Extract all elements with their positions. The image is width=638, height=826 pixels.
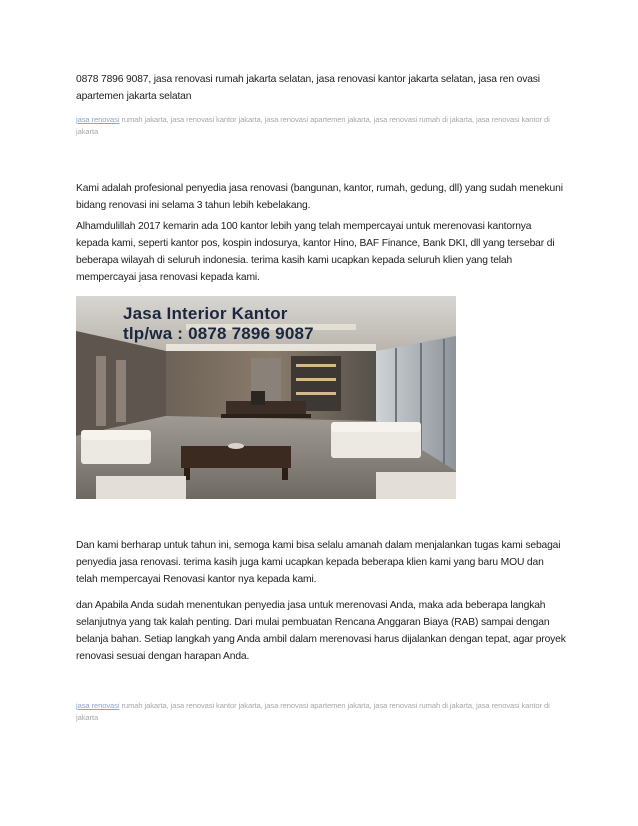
tags-bottom-text: rumah jakarta, jasa renovasi kantor jakarta, jasa renovasi apartemen jakarta, jasa renovasi rumah di jakarta, jasa renovasi kantor di jakarta [76,701,550,722]
tag-link-bottom[interactable]: jasa renovasi [76,701,120,710]
tag-link-top[interactable]: jasa renovasi [76,115,120,124]
paragraph-hope: Dan kami berharap untuk tahun ini, semoga kami bisa selalu amanah dalam menjalankan tugas kami sebagai penyedia jasa renovasi. terima kasih juga kami ucapkan kepada beberapa klien kami yang baru MOU dan telah mempercayai Renovasi kantor nya kepada kami. [76,540,561,585]
photo-caption-phone: tlp/wa : 0878 7896 9087 [123,324,314,343]
tags-bottom [76,700,566,724]
tags-top [76,114,566,138]
tags-top-text: rumah jakarta, jasa renovasi kantor jakarta, jasa renovasi apartemen jakarta, jasa renovasi rumah di jakarta, jasa renovasi kantor di jakarta [76,115,550,136]
photo-caption-title: Jasa Interior Kantor [123,304,288,323]
paragraph-clients: Alhamdulillah 2017 kemarin ada 100 kantor lebih yang telah mempercayai untuk merenovasi kantornya kepada kami, seperti kantor pos, kospin indosurya, kantor Hino, BAF Finance, Bank DKI, dll yang tersebar di beberapa wilayah di seluruh indonesia. terima kasih kami ucapkan kepada seluruh klien yang telah mempercayai jasa renovasi kepada kami. [76,221,555,283]
office-interior-photo [76,296,456,499]
paragraph-steps: dan Apabila Anda sudah menentukan penyedia jasa untuk merenovasi Anda, maka ada beberapa langkah selanjutnya yang tak kalah penting. Dari mulai pembuatan Rencana Anggaran Biaya (RAB) sampai dengan belanja bahan. Setiap langkah yang Anda ambil dalam merenovasi harus dijalankan dengan tepat, agar proyek renovasi sesuai dengan harapan Anda. [76,600,566,662]
paragraph-intro: Kami adalah profesional penyedia jasa renovasi (bangunan, kantor, rumah, gedung, dll) yang sudah menekuni bidang renovasi ini selama 3 tahun lebih kebelakang. [76,183,563,211]
header-text: 0878 7896 9087, jasa renovasi rumah jakarta selatan, jasa renovasi kantor jakarta selatan, jasa ren ovasi apartemen jakarta selatan [76,74,540,102]
